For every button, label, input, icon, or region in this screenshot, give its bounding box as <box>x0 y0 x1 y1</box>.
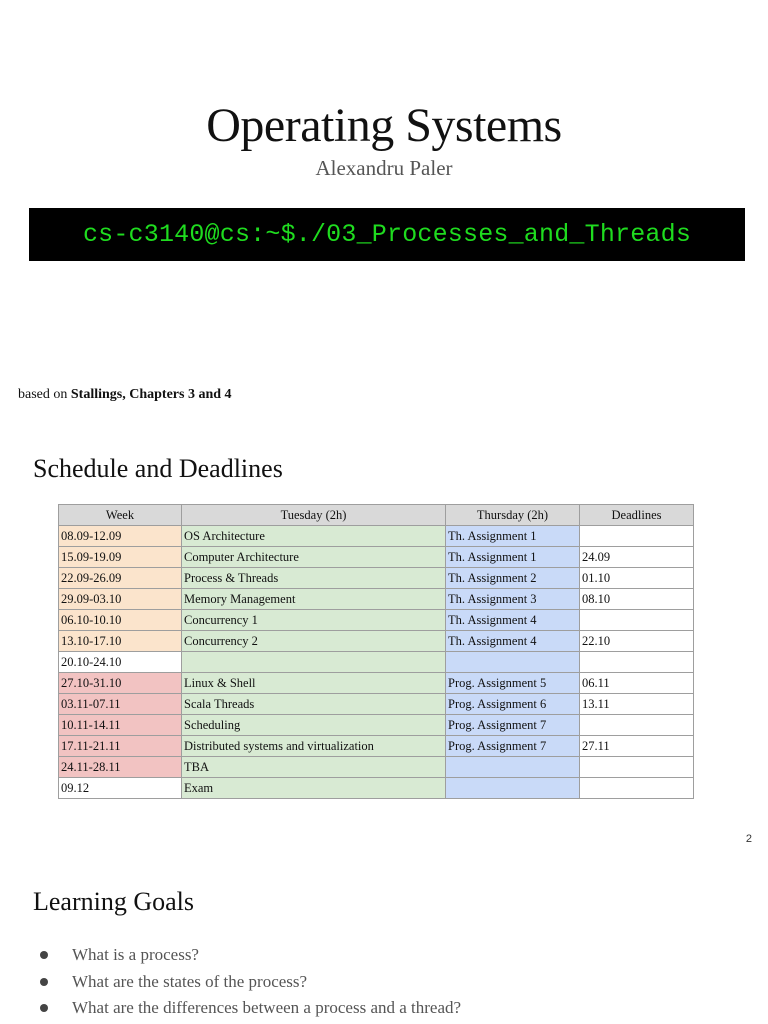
thursday-cell: Th. Assignment 1 <box>446 526 580 547</box>
tuesday-cell: Exam <box>182 778 446 799</box>
goal-text: What is a process? <box>72 945 199 965</box>
terminal-command: cs-c3140@cs:~$./03_Processes_and_Threads <box>82 220 692 249</box>
page-number: 2 <box>745 833 752 845</box>
tuesday-cell: Linux & Shell <box>182 673 446 694</box>
thursday-cell <box>446 757 580 778</box>
table-row <box>59 673 694 694</box>
deadline-cell <box>580 526 694 547</box>
deadline-cell: 13.11 <box>580 694 694 715</box>
deadline-cell: 24.09 <box>580 547 694 568</box>
table-row <box>59 526 694 547</box>
table-row <box>59 652 694 673</box>
deadline-cell: 27.11 <box>580 736 694 757</box>
table-row <box>59 757 694 778</box>
week-cell: 10.11-14.11 <box>59 715 182 736</box>
column-header-tuesday: Tuesday (2h) <box>182 505 446 526</box>
deadline-cell <box>580 715 694 736</box>
table-row <box>59 715 694 736</box>
thursday-cell <box>446 778 580 799</box>
week-cell: 08.09-12.09 <box>59 526 182 547</box>
tuesday-cell: Computer Architecture <box>182 547 446 568</box>
page-title: Operating Systems <box>206 99 562 152</box>
tuesday-cell: Concurrency 2 <box>182 631 446 652</box>
author-name: Alexandru Paler <box>315 156 453 180</box>
thursday-cell: Th. Assignment 2 <box>446 568 580 589</box>
thursday-cell: Prog. Assignment 5 <box>446 673 580 694</box>
week-cell: 06.10-10.10 <box>59 610 182 631</box>
table-row <box>59 631 694 652</box>
deadline-cell: 06.11 <box>580 673 694 694</box>
week-cell: 15.09-19.09 <box>59 547 182 568</box>
bullet-icon <box>40 951 48 959</box>
week-cell: 22.09-26.09 <box>59 568 182 589</box>
thursday-cell: Prog. Assignment 7 <box>446 715 580 736</box>
source-prefix: based on <box>18 387 68 402</box>
tuesday-cell: TBA <box>182 757 446 778</box>
schedule-table <box>58 504 694 799</box>
source-reference <box>18 385 232 405</box>
goal-text: What are the differences between a process and a thread? <box>72 998 462 1018</box>
tuesday-cell: Process & Threads <box>182 568 446 589</box>
schedule-heading: Schedule and Deadlines <box>33 454 283 483</box>
learning-goals-heading: Learning Goals <box>33 887 195 916</box>
tuesday-cell <box>182 652 446 673</box>
deadline-cell <box>580 757 694 778</box>
list-item <box>40 995 461 1022</box>
bullet-icon <box>40 1004 48 1012</box>
deadline-cell: 22.10 <box>580 631 694 652</box>
source-title: Stallings, Chapters 3 and 4 <box>70 387 232 402</box>
week-cell: 17.11-21.11 <box>59 736 182 757</box>
column-header-week: Week <box>59 505 182 526</box>
tuesday-cell: Scheduling <box>182 715 446 736</box>
table-row <box>59 568 694 589</box>
week-cell: 13.10-17.10 <box>59 631 182 652</box>
week-cell: 27.10-31.10 <box>59 673 182 694</box>
column-header-thursday: Thursday (2h) <box>446 505 580 526</box>
tuesday-cell: Scala Threads <box>182 694 446 715</box>
table-row <box>59 610 694 631</box>
deadline-cell <box>580 778 694 799</box>
tuesday-cell: Distributed systems and virtualization <box>182 736 446 757</box>
goal-text: What are the states of the process? <box>72 971 308 991</box>
tuesday-cell: Concurrency 1 <box>182 610 446 631</box>
thursday-cell <box>446 652 580 673</box>
table-row <box>59 589 694 610</box>
tuesday-cell: Memory Management <box>182 589 446 610</box>
thursday-cell: Prog. Assignment 6 <box>446 694 580 715</box>
week-cell: 20.10-24.10 <box>59 652 182 673</box>
thursday-cell: Th. Assignment 4 <box>446 610 580 631</box>
tuesday-cell: OS Architecture <box>182 526 446 547</box>
week-cell: 09.12 <box>59 778 182 799</box>
list-item <box>40 969 461 996</box>
week-cell: 03.11-07.11 <box>59 694 182 715</box>
table-row <box>59 736 694 757</box>
terminal-banner <box>29 208 745 261</box>
table-row <box>59 547 694 568</box>
deadline-cell <box>580 610 694 631</box>
bullet-icon <box>40 978 48 986</box>
learning-goals-list <box>40 942 461 1022</box>
deadline-cell: 01.10 <box>580 568 694 589</box>
deadline-cell <box>580 652 694 673</box>
table-row <box>59 778 694 799</box>
thursday-cell: Prog. Assignment 7 <box>446 736 580 757</box>
week-cell: 24.11-28.11 <box>59 757 182 778</box>
thursday-cell: Th. Assignment 1 <box>446 547 580 568</box>
thursday-cell: Th. Assignment 3 <box>446 589 580 610</box>
column-header-deadlines: Deadlines <box>580 505 694 526</box>
table-header-row <box>59 505 694 526</box>
list-item <box>40 942 461 969</box>
table-row <box>59 694 694 715</box>
deadline-cell: 08.10 <box>580 589 694 610</box>
week-cell: 29.09-03.10 <box>59 589 182 610</box>
thursday-cell: Th. Assignment 4 <box>446 631 580 652</box>
